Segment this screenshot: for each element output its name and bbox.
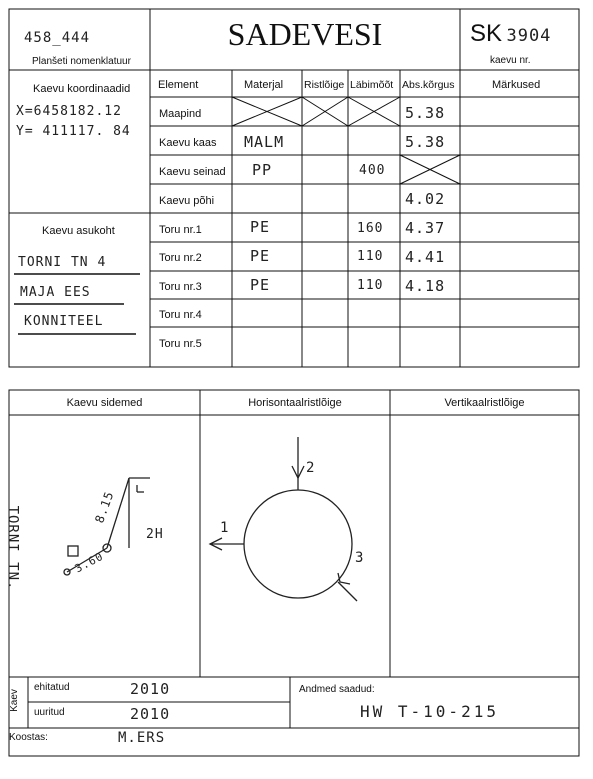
ties-street: TORNI TN. [4,505,21,591]
row-material: PE [250,276,271,294]
row-element: Toru nr.2 [159,252,202,264]
header-height: Abs.kõrgus [402,79,455,91]
location-line-2: MAJA EES [20,285,91,300]
source-label: Andmed saadud: [299,684,375,695]
location-line-1: TORNI TN 4 [18,255,107,270]
horizontal-label: Horisontaalristlõige [248,397,342,409]
surveyed-year: 2010 [130,705,171,723]
row-element: Toru nr.5 [159,338,202,350]
kaev-label: Kaev [8,689,20,712]
row-element: Toru nr.3 [159,281,202,293]
row-element: Kaevu kaas [159,137,217,149]
header-notes: Märkused [492,79,541,91]
well-number [470,20,551,48]
location-label: Kaevu asukoht [42,225,115,237]
row-element: Maapind [159,108,202,120]
coords-label: Kaevu koordinaadid [33,83,131,95]
nomenclature-value: 458_444 [24,30,91,46]
sk-prefix: SK [470,20,503,47]
row-material: PE [250,247,271,265]
row-diameter: 110 [357,249,384,264]
pipe-number-3: 3 [355,550,365,566]
row-material: PE [250,218,271,236]
coord-y: Y= 411117. 84 [16,124,131,139]
built-label: ehitatud [34,682,70,693]
coord-x: X=6458182.12 [16,104,122,119]
author-value: M.ERS [118,730,166,746]
horizontal-section [210,437,357,601]
ties-distance-1: 8.15 [92,489,117,525]
author-label: Koostas: [9,732,48,743]
sk-number: 3904 [506,26,552,46]
header-cross: Ristlõige [304,79,345,91]
row-element: Kaevu põhi [159,195,215,207]
ties-distance-2: 3.60 [72,549,106,576]
row-material: PP [252,161,273,179]
header-diameter: Läbimõõt [350,79,394,91]
row-height: 5.38 [405,104,446,122]
row-diameter: 110 [357,278,384,293]
source-value: HW T-10-215 [360,702,499,721]
row-height: 4.37 [405,219,446,237]
row-element: Toru nr.1 [159,224,202,236]
header-element: Element [158,79,199,91]
row-height: 5.38 [405,133,446,151]
location-line-3: KONNITEEL [24,314,104,329]
pipe-number-2: 2 [306,460,316,476]
well-no-label: kaevu nr. [490,55,531,66]
row-diameter: 160 [357,221,384,236]
header-material: Materjal [244,79,284,91]
vertical-label: Vertikaalristlõige [444,397,525,409]
row-height: 4.02 [405,190,446,208]
ties-mark: 2H [146,527,164,542]
row-element: Toru nr.4 [159,309,202,321]
ties-label: Kaevu sidemed [66,397,143,409]
row-height: 4.41 [405,248,446,266]
built-year: 2010 [130,680,171,698]
nomenclature-label: Planšeti nomenklatuur [32,56,131,67]
row-material: MALM [244,133,285,151]
pipe-number-1: 1 [220,520,230,536]
row-diameter: 400 [359,163,386,178]
row-height: 4.18 [405,277,446,295]
surveyed-label: uuritud [34,707,65,718]
row-element: Kaevu seinad [159,166,226,178]
page-title: SADEVESI [227,16,383,52]
